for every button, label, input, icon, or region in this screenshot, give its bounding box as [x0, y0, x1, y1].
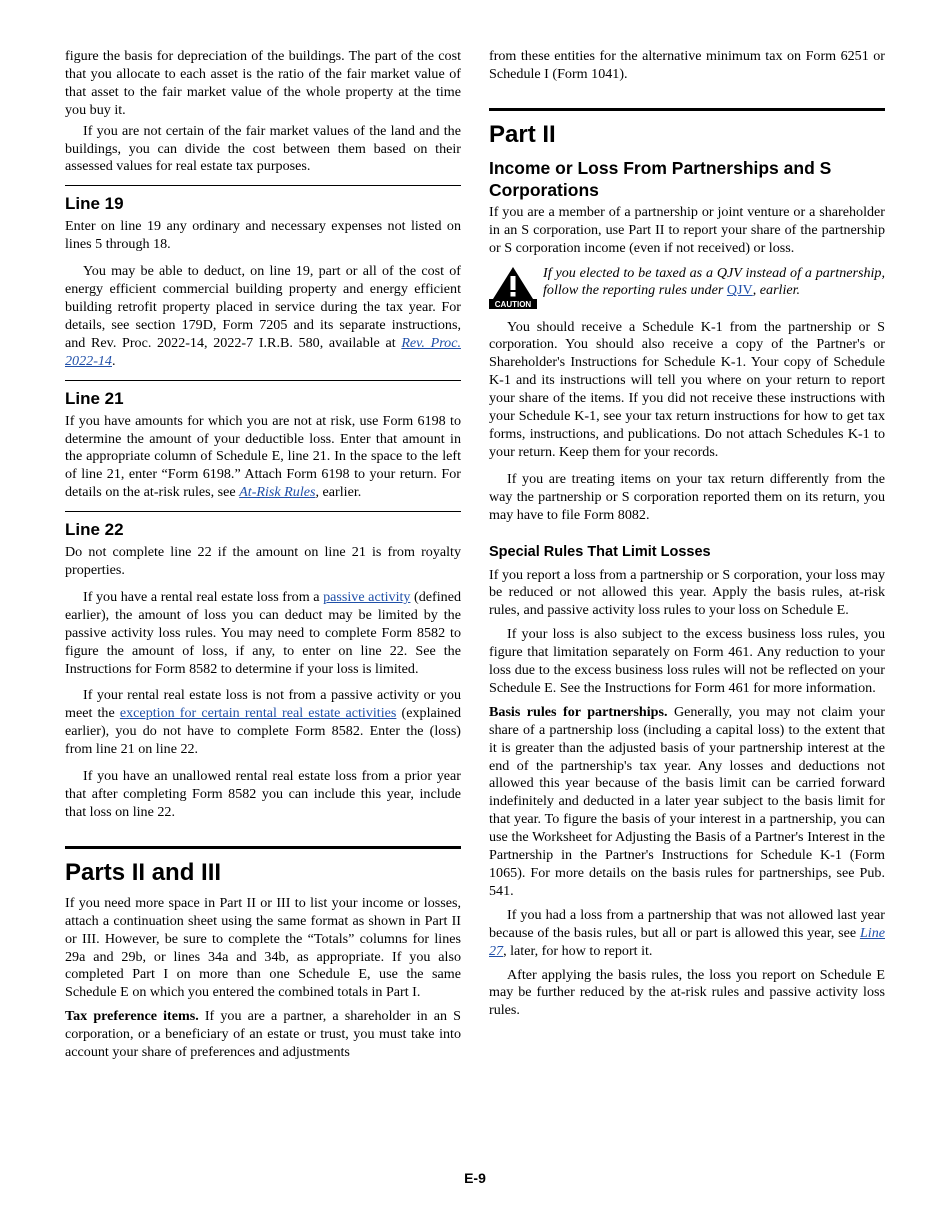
- paragraph: After applying the basis rules, the loss you report on Schedule E may be further reduced by the at-risk rules and passive activity loss rules.: [489, 966, 885, 1019]
- right-column: [489, 48, 885, 1020]
- section-divider: [65, 185, 461, 186]
- paragraph: Tax preference items. If you are a partner, a shareholder in an S corporation, or a beneficiary of an estate or trust, you must take into account your share of preferences and adjustments: [65, 1008, 462, 1061]
- section-divider: [65, 846, 461, 849]
- paragraph: If you report a loss from a partnership or S corporation, your loss may be reduced or not allowed this year. Apply the basis rules, at-risk rules, and passive activity loss rules to your loss on Schedule E.: [489, 566, 885, 619]
- part-ii-heading: Part II: [489, 120, 556, 148]
- paragraph: If you are a member of a partnership or joint venture or a shareholder in an S corporation, use Part II to report your share of the partnership or S corporation income (even if not received) or loss.: [489, 203, 885, 256]
- paragraph: If your loss is also subject to the excess business loss rules, you figure that limitation separately on Form 461. Any reduction to your loss due to the excess business loss rules will not be reflected on your Schedule E. See the Instructions for Form 461 for more information.: [489, 626, 885, 696]
- paragraph: If you need more space in Part II or III to list your income or losses, attach a continuation sheet using the same format as shown in Part II or III. However, be sure to complete the “Totals” columns for lines 29a and 29b, or lines 34a and 34b, as appropriate. If you also completed Part I on more than one Schedule E, use the same Schedule E on which you entered the combined totals in Part I.: [65, 894, 461, 1001]
- intro-paragraph: If you are not certain of the fair market values of the land and the buildings, you can divide the cost between them based on their assessed values for real estate tax purposes.: [65, 122, 461, 175]
- line-21-heading: Line 21: [65, 388, 124, 408]
- caution-note: [489, 265, 885, 309]
- at-risk-rules-link[interactable]: At-Risk Rules: [239, 484, 316, 501]
- paragraph: If you are treating items on your tax return differently from the way the partnership or S corporation reported them on its return, you may have to file Form 8082.: [489, 470, 885, 523]
- paragraph: You should receive a Schedule K-1 from the partnership or S corporation. You should also receive a copy of the Partner's or Shareholder's Instructions for Schedule K-1. Your copy of Schedule K-1 and its instructions will tell you where on your return to report your share of the items. If you did not receive these instructions with your Schedule K-1, see your tax return instructions for how to get tax forms, instructions, and publications. Do not attach Schedules K-1 to your return. Keep them for your records.: [489, 318, 885, 460]
- section-divider: [65, 511, 461, 512]
- qjv-link[interactable]: QJV: [726, 282, 753, 299]
- paragraph: Do not complete line 22 if the amount on line 21 is from royalty properties.: [65, 544, 461, 579]
- rev-proc-link[interactable]: Rev. Proc. 2022-14: [65, 334, 461, 369]
- paragraph: If you had a loss from a partnership that was not allowed last year because of the basis rules, but all or part is allowed this year, see Line 27, later, for how to report it.: [489, 906, 885, 959]
- paragraph: If you have a rental real estate loss from a passive activity (defined earlier), the amount of loss you can deduct may be limited by the passive activity loss rules. You may need to complete Form 8582 to figure the amount of loss, if any, to enter on line 22. See the Instructions for Form 8582 to determine if your loss is limited.: [65, 588, 461, 677]
- caution-icon: [489, 265, 537, 309]
- line-22-heading: Line 22: [65, 520, 124, 540]
- page-number: E-9: [464, 1170, 486, 1186]
- intro-paragraph: from these entities for the alternative minimum tax on Form 6251 or Schedule I (Form 1041).: [489, 48, 885, 82]
- caution-label: CAUTION: [494, 299, 532, 309]
- left-column: [65, 48, 461, 1062]
- paragraph: Basis rules for partnerships. Generally, you may not claim your share of a partnership loss (including a capital loss) to the extent that it is greater than the adjusted basis of your partnership interest at the end of the partnership's tax year. Any losses and deductions not allowed this year because of the basis limit can be carried forward indefinitely and deducted in a later year subject to the basis limit for that year. To figure the basis of your interest in a partnership, you can use the Worksheet for Adjusting the Basis of a Partner's Interest in the Partnership in the Partner's Instructions for Schedule K-1 (Form 1065). For more details on the basis rules for partnerships, see Pub. 541.: [489, 703, 885, 899]
- caution-text: If you elected to be taxed as a QJV instead of a partnership, follow the reporting rules under QJV, earlier.: [543, 264, 885, 299]
- paragraph: If you have amounts for which you are not at risk, use Form 6198 to determine the amount of your deductible loss. Enter that amount in the appropriate column of Schedule E, line 21. In the space to the left of line 21, enter “Form 6198.” Attach Form 6198 to your return. For details on the at-risk rules, see At-Risk Rules, earlier.: [65, 412, 461, 501]
- rental-exception-link[interactable]: exception for certain rental real estate activities: [119, 705, 397, 722]
- paragraph: You may be able to deduct, on line 19, part or all of the cost of energy efficient commercial building property and energy efficient building retrofit property placed in service during the tax year. For details, see section 179D, Form 7205 and its separate instructions, and Rev. Proc. 2022-14, 2022-7 I.R.B. 580, available at Rev. Proc. 2022-14.: [65, 263, 461, 369]
- intro-paragraph: figure the basis for depreciation of the buildings. The part of the cost that you allocate to each asset is the ratio of the fair market value of that asset to the fair market value of the whole property at the time you buy it.: [65, 48, 461, 118]
- parts-ii-iii-heading: Parts II and III: [65, 858, 222, 886]
- special-rules-heading: Special Rules That Limit Losses: [489, 543, 711, 560]
- passive-activity-link[interactable]: passive activity: [323, 588, 411, 605]
- section-divider: [65, 380, 461, 381]
- line-27-link[interactable]: Line 27: [489, 924, 885, 959]
- part-ii-subheading: Income or Loss From Partnerships and S Corporations: [489, 157, 832, 200]
- paragraph: Enter on line 19 any ordinary and necessary expenses not listed on lines 5 through 18.: [65, 218, 461, 253]
- paragraph: If you have an unallowed rental real estate loss from a prior year that after completing Form 8582 you can include this year, include that loss on line 22.: [65, 768, 461, 820]
- paragraph: If your rental real estate loss is not from a passive activity or you meet the exception for certain rental real estate activities (explained earlier), you do not have to complete Form 8582. Enter the (loss) from line 21 on line 22.: [65, 687, 462, 758]
- line-19-heading: Line 19: [65, 194, 124, 214]
- section-divider: [489, 108, 885, 111]
